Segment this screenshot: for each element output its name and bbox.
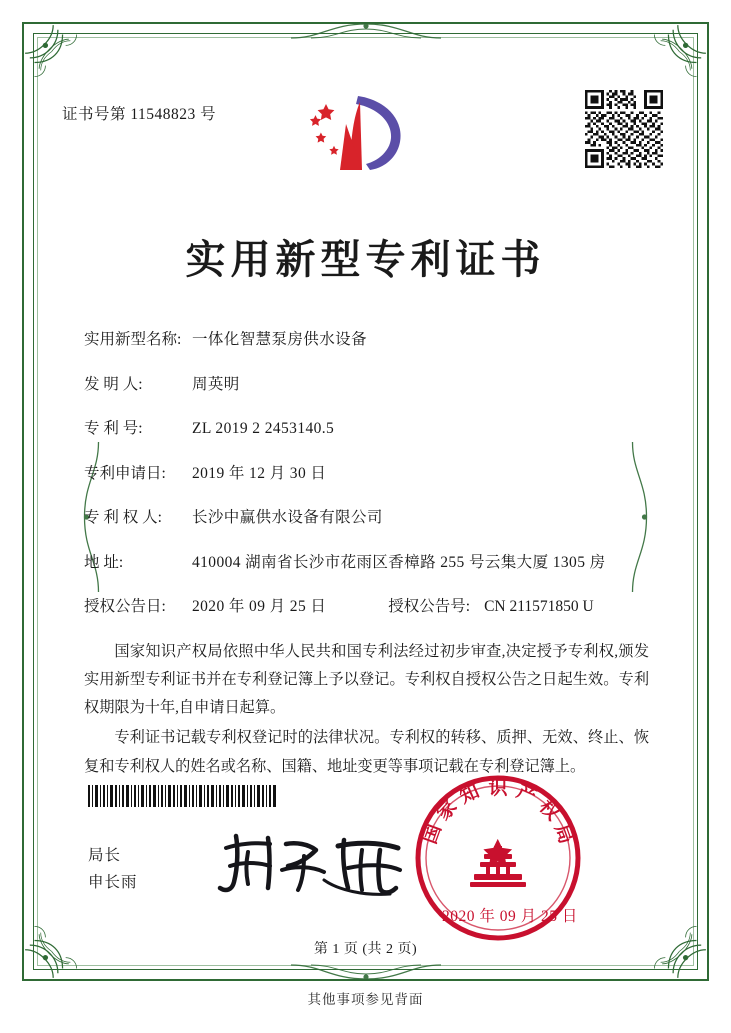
svg-text:权: 权 <box>534 796 563 825</box>
svg-text:局: 局 <box>550 821 577 847</box>
verification-qr-code <box>585 90 663 168</box>
certificate-number: 证书号第 11548823 号 <box>62 106 217 123</box>
field-label: 地 址: <box>84 553 124 571</box>
field-row <box>84 505 669 527</box>
legal-paragraph: 国家知识产权局依照中华人民共和国专利法经过初步审查,决定授予专利权,颁发实用新型专利证书并在专利登记簿上予以登记。专利权自授权公告之日起生效。专利权期限为十年,自申请日起算。 <box>84 643 649 717</box>
grant-date-label: 授权公告日: <box>84 598 166 615</box>
field-row <box>84 327 669 349</box>
fields-list <box>62 327 669 616</box>
certificate-content <box>62 88 669 783</box>
director-name: 申长雨 <box>88 874 138 892</box>
field-value: 2019 年 12 月 30 日 <box>192 464 327 482</box>
footnote: 其他事项参见背面 <box>307 992 424 1007</box>
cnipa-patent-emblem-icon <box>300 90 410 178</box>
field-value: ZL 2019 2 2453140.5 <box>192 420 335 437</box>
page-title: 实用新型专利证书 <box>185 236 546 283</box>
field-label: 实用新型名称: <box>84 331 182 348</box>
field-row <box>84 550 669 572</box>
svg-text:知: 知 <box>456 781 483 808</box>
svg-text:识: 识 <box>488 778 508 799</box>
director-signature <box>212 822 432 902</box>
svg-text:家: 家 <box>433 796 462 825</box>
legal-text <box>62 638 669 781</box>
document-barcode <box>88 785 276 807</box>
page-number: 第 1 页 (共 2 页) <box>313 942 418 957</box>
field-value: 周英明 <box>192 375 240 393</box>
svg-text:产: 产 <box>513 781 540 808</box>
field-label: 专 利 号: <box>84 420 143 437</box>
field-row <box>84 461 669 483</box>
legal-paragraph: 专利证书记载专利权登记时的法律状况。专利权的转移、质押、无效、终止、恢复和专利权人的姓名或名称、国籍、地址变更等事项记载在专利登记簿上。 <box>84 729 649 775</box>
grant-number-label: 授权公告号: <box>388 598 471 615</box>
field-label: 专 利 权 人: <box>84 509 162 526</box>
signature-seal-block <box>62 770 669 960</box>
director-title: 局长 <box>88 847 122 864</box>
field-label: 发 明 人: <box>84 375 143 393</box>
field-row <box>84 372 669 394</box>
field-row <box>84 416 669 438</box>
field-value: 410004 湖南省长沙市花雨区香樟路 255 号云集大厦 1305 房 <box>192 553 606 571</box>
field-value: 一体化智慧泵房供水设备 <box>192 331 367 348</box>
field-label: 专利申请日: <box>84 464 166 482</box>
director-block <box>88 842 138 896</box>
edge-ornament-icon <box>291 956 441 983</box>
seal-date: 2020 年 09 月 25 日 <box>442 908 578 925</box>
grant-row <box>84 594 669 616</box>
grant-number-value: CN 211571850 U <box>484 598 594 615</box>
svg-text:国: 国 <box>419 821 446 847</box>
grant-date-value: 2020 年 09 月 25 日 <box>192 598 327 615</box>
field-value: 长沙中赢供水设备有限公司 <box>192 509 383 526</box>
edge-ornament-icon <box>291 20 441 47</box>
